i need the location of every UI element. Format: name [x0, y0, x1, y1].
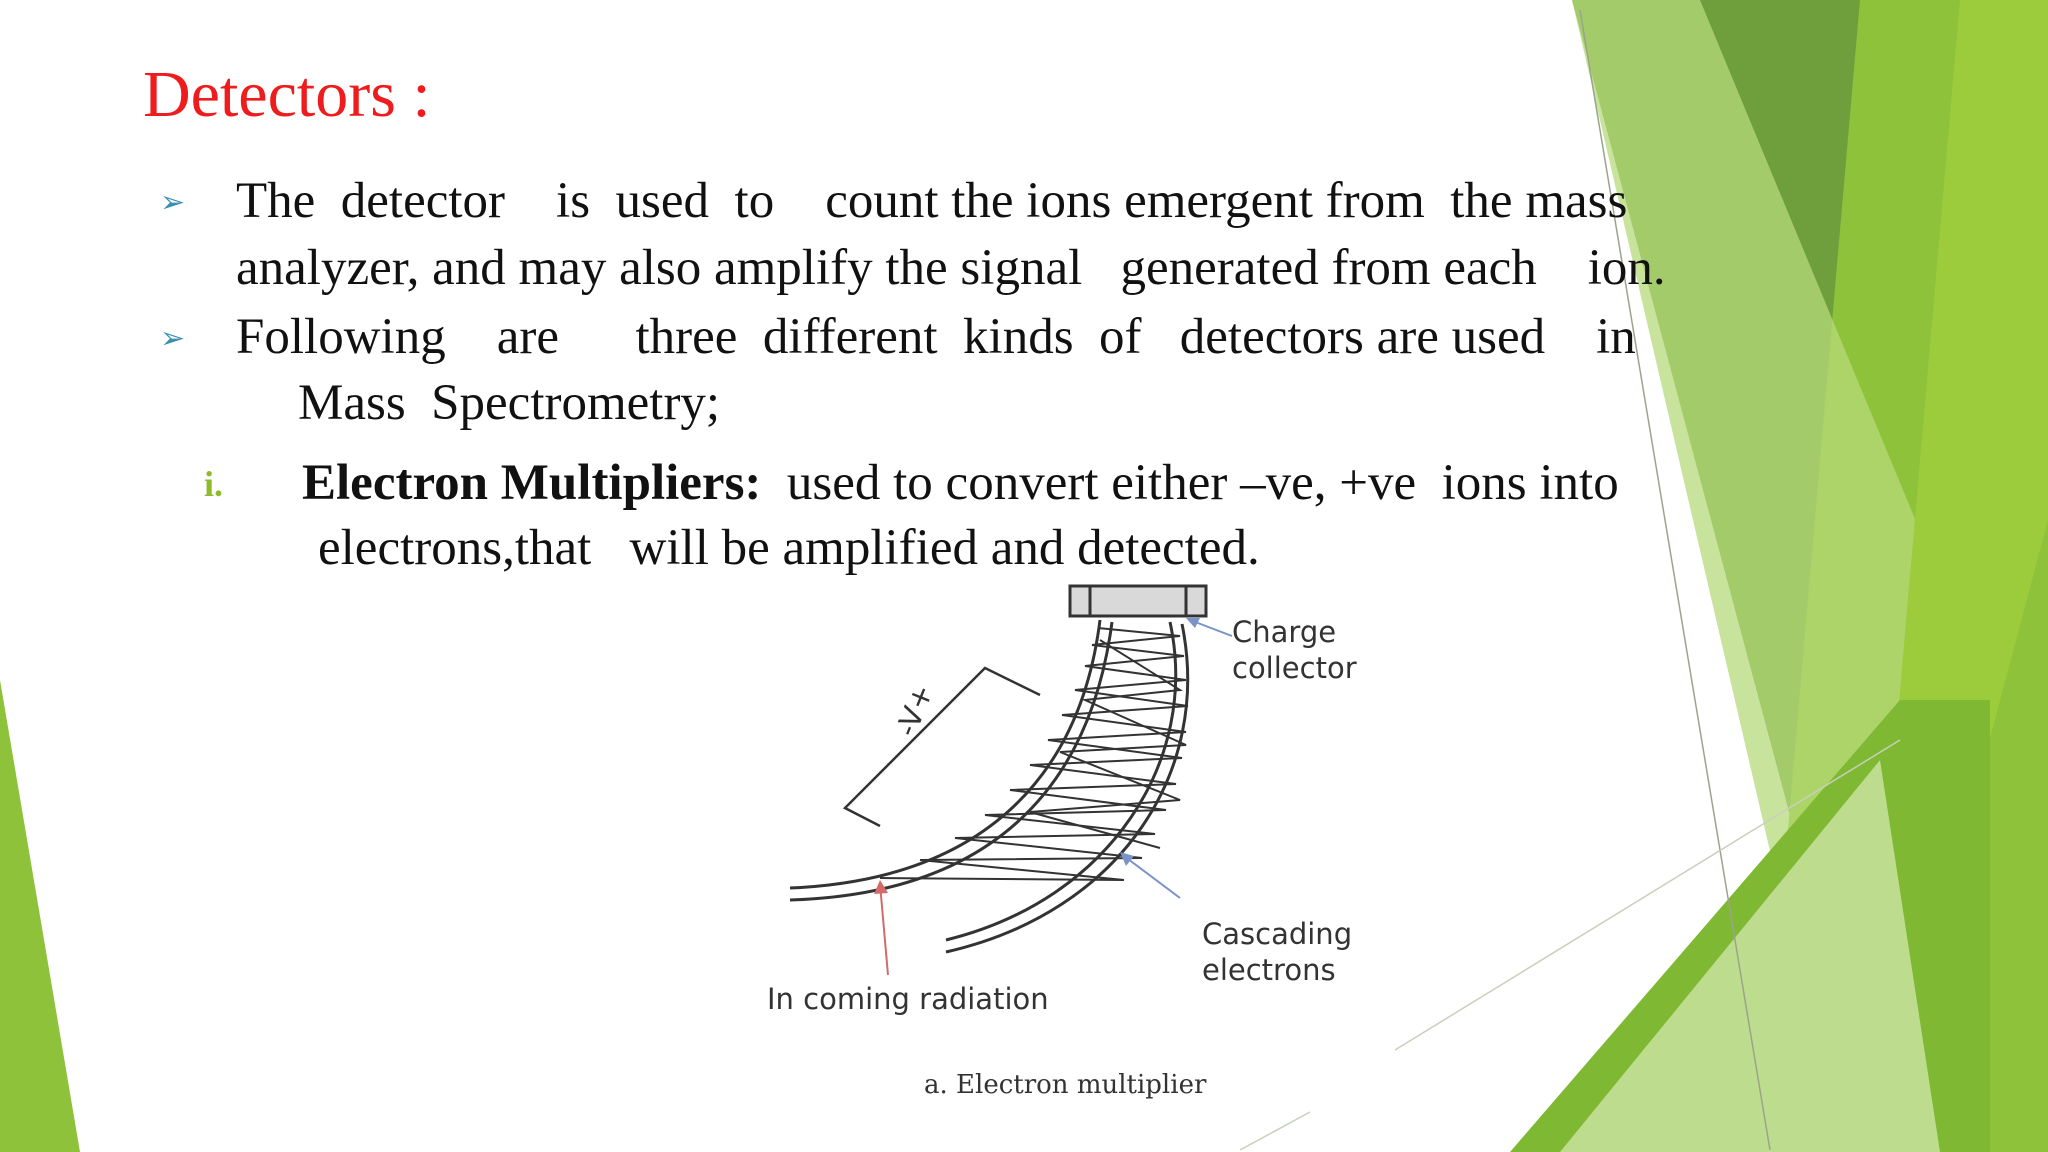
- sub-item-line-1: [302, 455, 1619, 511]
- bullet-2-line-2: Mass Spectrometry;: [298, 375, 721, 431]
- cascading-electron-paths-2: [1030, 640, 1186, 848]
- roman-numeral-marker: i.: [204, 464, 224, 504]
- bullet-arrow-icon: ➢: [160, 322, 186, 355]
- sub-item-line-2: electrons,that will be amplified and detected.: [318, 520, 1260, 576]
- sub-item-line-1-rest: used to convert either –ve, +ve ions into: [761, 455, 1619, 511]
- charge-collector-label-line-1: Charge: [1232, 615, 1337, 649]
- charge-collector-plate: [1070, 586, 1206, 616]
- diagram-caption: a. Electron multiplier: [924, 1070, 1207, 1100]
- bullet-1-line-2: analyzer, and may also amplify the signal generated from each ion.: [236, 240, 1666, 296]
- incoming-radiation-arrow: [880, 884, 888, 975]
- incoming-radiation-label: In coming radiation: [767, 982, 1049, 1016]
- bullet-arrow-icon: ➢: [160, 186, 186, 219]
- bullet-1-line-1: The detector is used to count the ions emergent from the mass: [236, 173, 1628, 229]
- charge-collector-label: [1232, 614, 1357, 686]
- left-green-accent: [0, 680, 80, 1152]
- lower-pale-wedge: [1560, 760, 1940, 1152]
- voltage-label: -V+: [888, 679, 941, 742]
- bullet-2-line-1: Following are three different kinds of detectors are used in: [236, 309, 1636, 365]
- cascading-electrons-label: [1202, 916, 1352, 988]
- inner-dynode-curve: [946, 622, 1176, 940]
- cascading-electrons-label-line-2: electrons: [1202, 953, 1336, 987]
- voltage-connector: [845, 668, 1040, 826]
- sub-item-term: Electron Multipliers:: [302, 455, 762, 511]
- cascading-electrons-label-line-1: Cascading: [1202, 917, 1353, 951]
- slide-title: Detectors :: [143, 58, 431, 131]
- thin-diagonal-line-3: [1240, 1112, 1310, 1150]
- charge-collector-label-line-2: collector: [1232, 651, 1357, 685]
- cascading-electrons-arrow: [1124, 856, 1180, 898]
